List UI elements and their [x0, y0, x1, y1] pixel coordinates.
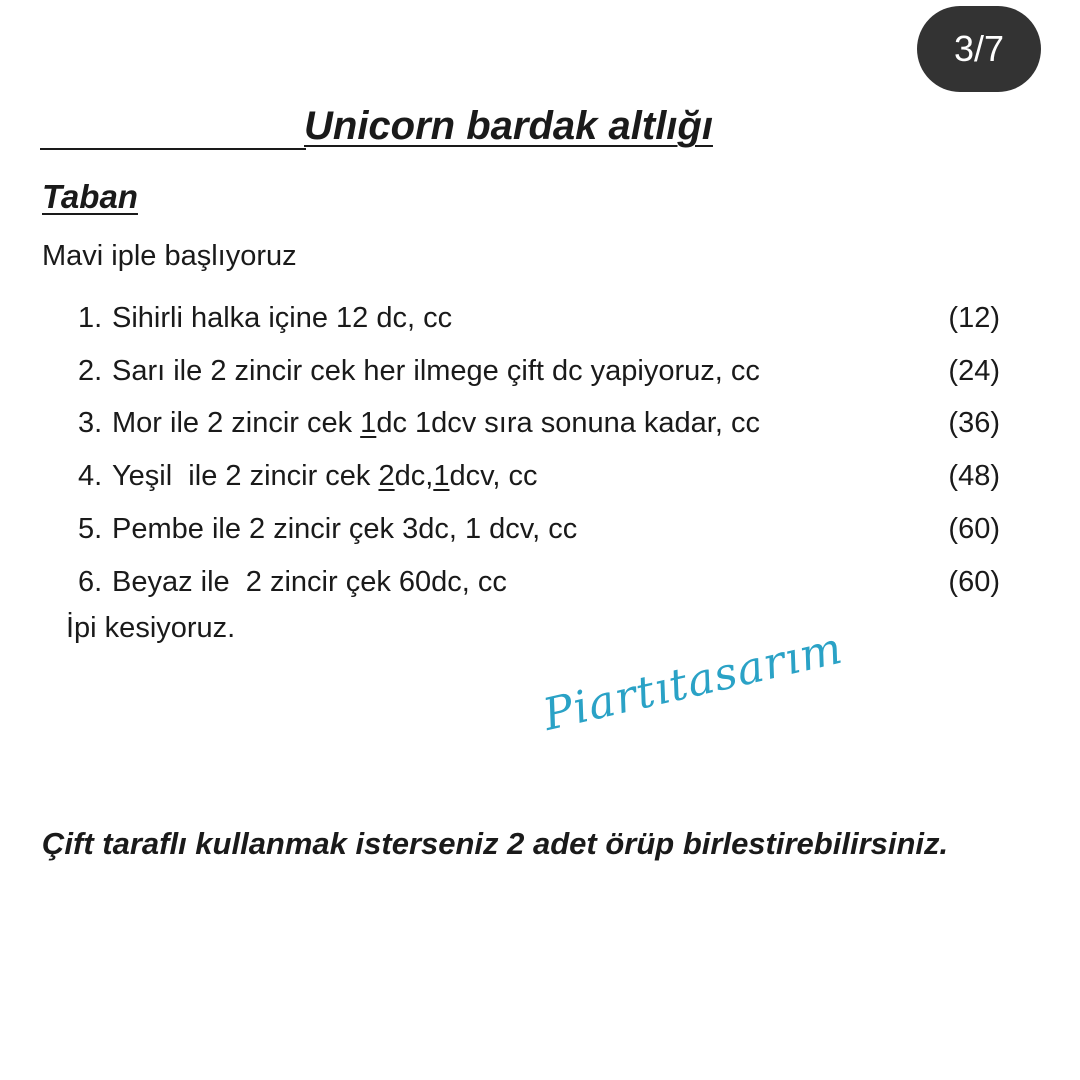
step-text: Sarı ile 2 zincir cek her ilmege çift dc yapiyoruz, cc: [112, 354, 760, 387]
step-text: Sihirli halka içine 12 dc, cc: [112, 301, 453, 334]
intro-text: Mavi iple başlıyoruz: [42, 240, 297, 272]
step-text: Beyaz ile 2 zincir çek 60dc, cc: [112, 565, 507, 598]
document-title: Unicorn bardak altlığı: [304, 104, 713, 148]
step-row: [78, 398, 1000, 451]
stitch-count: (48): [948, 460, 1000, 493]
stitch-count: (60): [948, 565, 1000, 598]
step-row: [78, 503, 1000, 556]
stitch-count: (36): [948, 407, 1000, 440]
step-text: Yeşil ile 2 zincir cek 2dc,1dcv, cc: [112, 460, 538, 493]
outro-text: İpi kesiyoruz.: [66, 612, 236, 644]
step-row: [78, 345, 1000, 398]
step-number: 1.: [78, 301, 103, 334]
step-number: 5.: [78, 513, 103, 546]
step-number: 6.: [78, 565, 103, 598]
step-text: Mor ile 2 zincir cek 1dc 1dcv sıra sonuna kadar, cc: [112, 407, 760, 440]
step-row: [78, 292, 1000, 345]
steps-list: [78, 292, 1000, 609]
step-number: 4.: [78, 460, 103, 493]
step-number: 3.: [78, 407, 103, 440]
stitch-count: (24): [948, 354, 1000, 387]
stitch-count: (12): [948, 301, 1000, 334]
step-text: Pembe ile 2 zincir çek 3dc, 1 dcv, cc: [112, 513, 578, 546]
page-indicator-badge: 3/7: [917, 6, 1041, 92]
title-rule: [40, 148, 306, 150]
signature-watermark: Piartıtasarım: [538, 622, 848, 741]
step-row: [78, 450, 1000, 503]
step-number: 2.: [78, 354, 103, 387]
stitch-count: (60): [948, 513, 1000, 546]
footer-note: Çift taraflı kullanmak isterseniz 2 adet örüp birlestirebilirsiniz.: [42, 826, 949, 861]
section-heading: Taban: [42, 178, 138, 215]
step-row: [78, 556, 1000, 609]
